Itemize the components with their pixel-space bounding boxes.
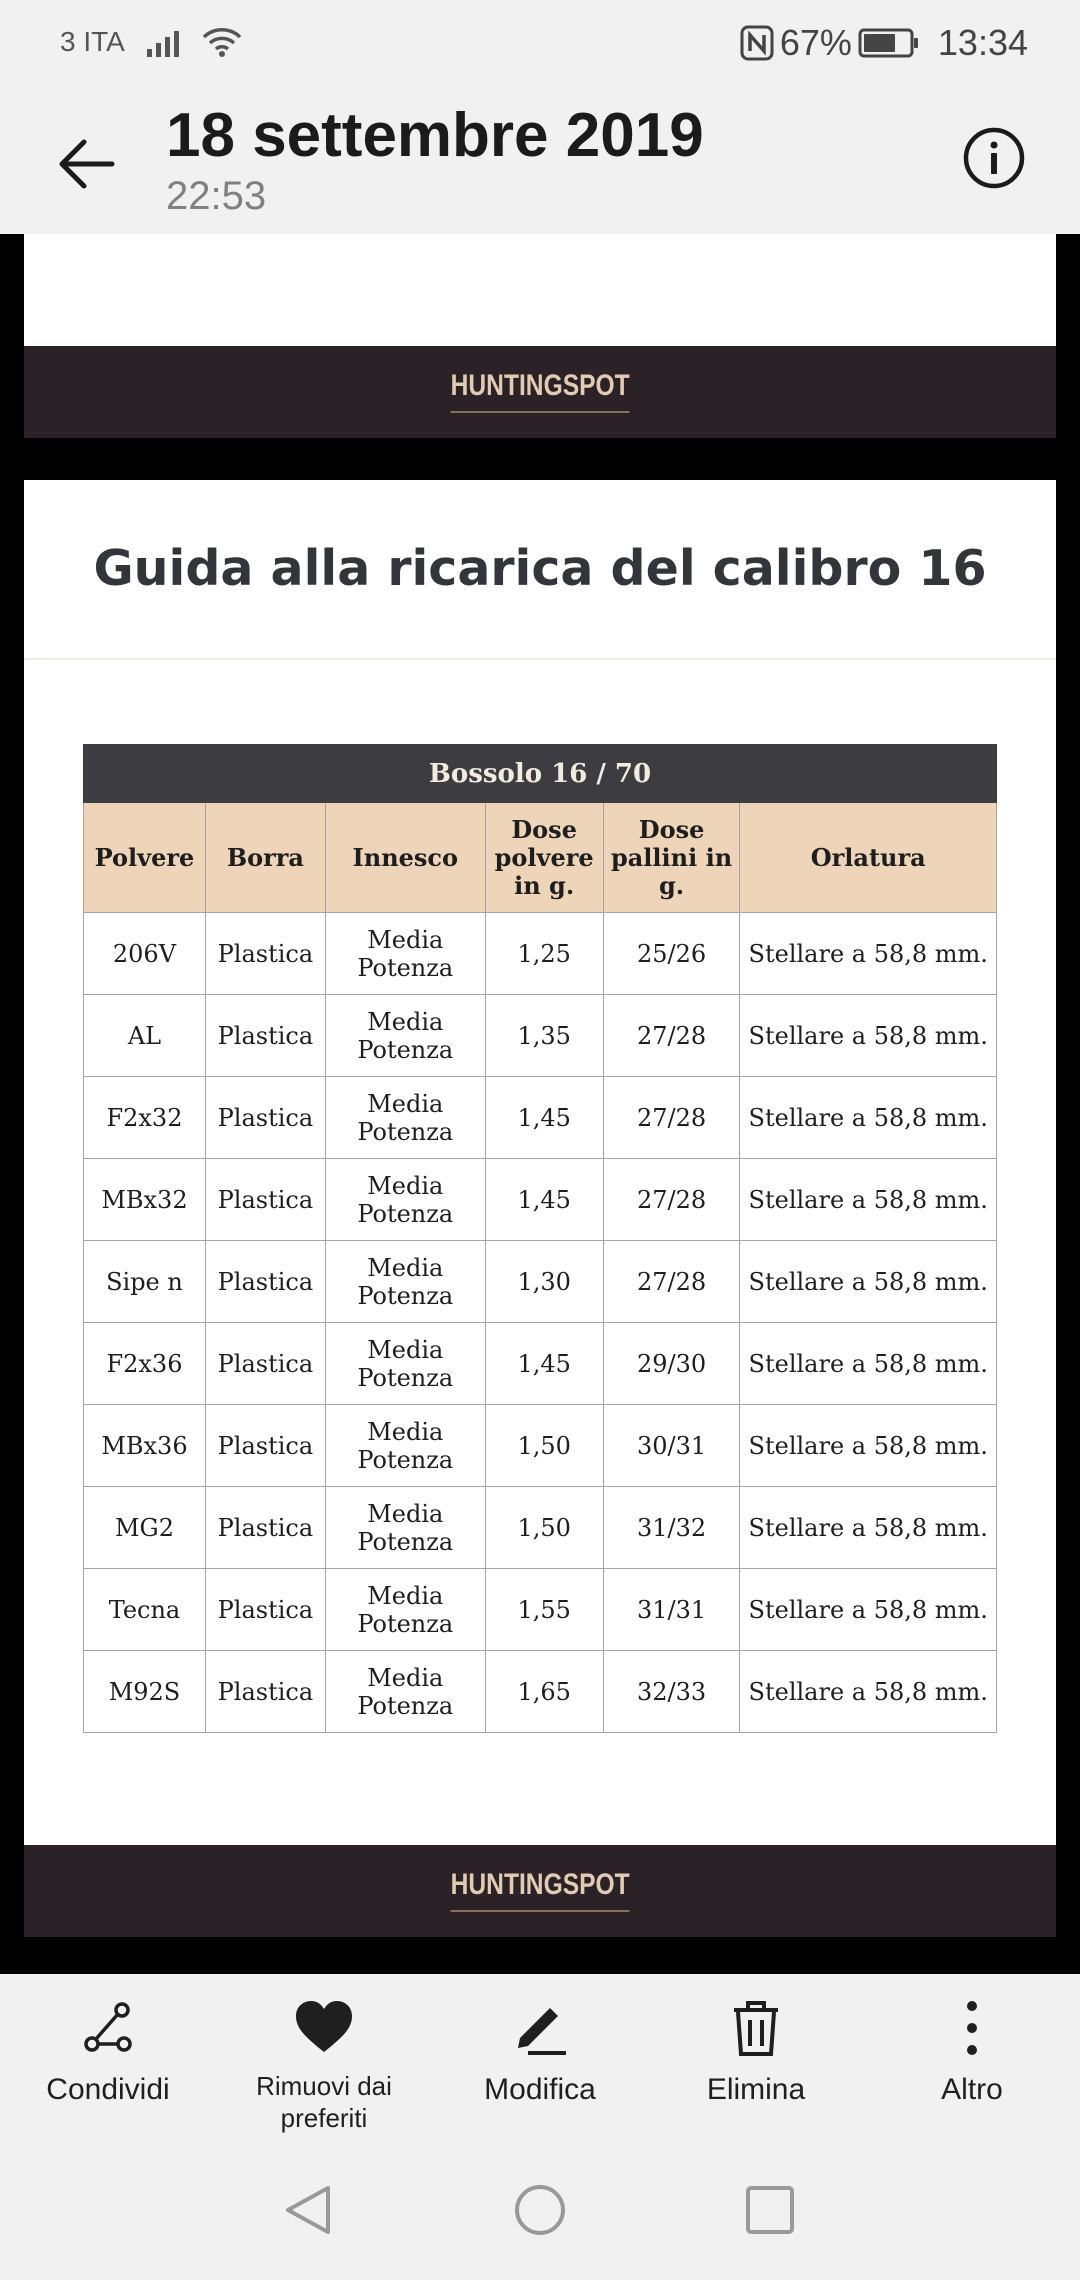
table-cell: Sipe n xyxy=(84,1241,206,1323)
column-header: Polvere xyxy=(84,803,206,913)
table-cell: M92S xyxy=(84,1651,206,1733)
table-row xyxy=(84,1405,997,1487)
nfc-icon xyxy=(740,25,774,61)
brand-banner xyxy=(24,346,1056,438)
brand-footer xyxy=(24,1845,1056,1937)
page-title: 18 settembre 2019 xyxy=(166,101,704,170)
table-cell: Stellare a 58,8 mm. xyxy=(740,995,997,1077)
table-row xyxy=(84,1241,997,1323)
table-cell: 31/32 xyxy=(603,1487,740,1569)
table-cell: Media Potenza xyxy=(325,1241,485,1323)
table-row xyxy=(84,995,997,1077)
column-header: Orlatura xyxy=(740,803,997,913)
table-body xyxy=(84,913,997,1733)
table-cell: 1,50 xyxy=(485,1487,603,1569)
table-cell: Plastica xyxy=(205,1159,325,1241)
table-row xyxy=(84,913,997,995)
table-cell: Plastica xyxy=(205,1077,325,1159)
share-label: Condividi xyxy=(46,2073,170,2106)
table-cell: Media Potenza xyxy=(325,1405,485,1487)
carrier-label: 3 ITA xyxy=(60,26,125,57)
document-top-section xyxy=(24,234,1056,346)
table-cell: 1,50 xyxy=(485,1405,603,1487)
remove-favorite-label: Rimuovi dai preferiti xyxy=(256,2071,392,2133)
back-arrow-icon[interactable] xyxy=(54,132,118,196)
table-cell: 1,65 xyxy=(485,1651,603,1733)
table-cell: 206V xyxy=(84,913,206,995)
table-cell: Stellare a 58,8 mm. xyxy=(740,1241,997,1323)
table-cell: Plastica xyxy=(205,913,325,995)
table-row xyxy=(84,1077,997,1159)
table-cell: Plastica xyxy=(205,1569,325,1651)
table-cell: 1,45 xyxy=(485,1077,603,1159)
battery-percent: 67% xyxy=(779,22,852,63)
table-caption: Bossolo 16 / 70 xyxy=(84,745,997,803)
nav-home-icon[interactable] xyxy=(512,2182,568,2238)
table-cell: 1,35 xyxy=(485,995,603,1077)
image-viewer[interactable] xyxy=(0,234,1080,1974)
table-cell: Media Potenza xyxy=(325,1077,485,1159)
table-cell: 27/28 xyxy=(603,1241,740,1323)
table-cell: F2x36 xyxy=(84,1323,206,1405)
table-cell: Plastica xyxy=(205,1487,325,1569)
app-header xyxy=(0,92,1080,234)
edit-label: Modifica xyxy=(484,2073,596,2106)
table-cell: 1,45 xyxy=(485,1323,603,1405)
share-button[interactable] xyxy=(8,1974,208,2134)
table-cell: Stellare a 58,8 mm. xyxy=(740,913,997,995)
column-header: Borra xyxy=(205,803,325,913)
more-icon xyxy=(942,1998,1002,2058)
table-cell: 30/31 xyxy=(603,1405,740,1487)
table-cell: 27/28 xyxy=(603,1159,740,1241)
table-cell: F2x32 xyxy=(84,1077,206,1159)
table-cell: Plastica xyxy=(205,1241,325,1323)
table-cell: Media Potenza xyxy=(325,1323,485,1405)
nav-back-icon[interactable] xyxy=(280,2182,336,2238)
table-cell: 31/31 xyxy=(603,1569,740,1651)
more-label: Altro xyxy=(941,2073,1003,2106)
table-row xyxy=(84,1323,997,1405)
table-cell: Stellare a 58,8 mm. xyxy=(740,1651,997,1733)
table-row xyxy=(84,1651,997,1733)
wifi-icon xyxy=(201,26,243,58)
table-cell: Stellare a 58,8 mm. xyxy=(740,1077,997,1159)
table-cell: Media Potenza xyxy=(325,913,485,995)
nav-recents-icon[interactable] xyxy=(742,2182,798,2238)
heart-icon xyxy=(294,1998,354,2058)
table-cell: MBx36 xyxy=(84,1405,206,1487)
column-header: Dose polvere in g. xyxy=(485,803,603,913)
table-cell: Stellare a 58,8 mm. xyxy=(740,1405,997,1487)
table-cell: MBx32 xyxy=(84,1159,206,1241)
table-cell: Plastica xyxy=(205,1405,325,1487)
more-button[interactable] xyxy=(872,1974,1072,2134)
table-cell: Tecna xyxy=(84,1569,206,1651)
info-icon[interactable] xyxy=(962,126,1026,190)
table-cell: Media Potenza xyxy=(325,1651,485,1733)
table-row xyxy=(84,1487,997,1569)
column-header: Dose pallini in g. xyxy=(603,803,740,913)
table-cell: Media Potenza xyxy=(325,1159,485,1241)
table-row xyxy=(84,1569,997,1651)
edit-icon xyxy=(510,1998,570,2058)
status-bar xyxy=(0,0,1080,92)
divider xyxy=(24,658,1056,660)
table-cell: 1,30 xyxy=(485,1241,603,1323)
table-cell: 27/28 xyxy=(603,995,740,1077)
document-title: Guida alla ricarica del calibro 16 xyxy=(93,540,987,597)
table-cell: Media Potenza xyxy=(325,1569,485,1651)
action-bar xyxy=(0,1974,1080,2134)
brand-logo: HUNTINGSPOT xyxy=(450,1870,629,1912)
clock: 13:34 xyxy=(937,22,1028,63)
table-cell: Stellare a 58,8 mm. xyxy=(740,1159,997,1241)
table-row xyxy=(84,1159,997,1241)
column-header: Innesco xyxy=(325,803,485,913)
table-cell: Media Potenza xyxy=(325,995,485,1077)
table-cell: Stellare a 58,8 mm. xyxy=(740,1323,997,1405)
remove-favorite-button[interactable] xyxy=(224,1974,424,2134)
delete-button[interactable] xyxy=(656,1974,856,2134)
table-cell: 1,55 xyxy=(485,1569,603,1651)
table-cell: Plastica xyxy=(205,1323,325,1405)
table-cell: 1,25 xyxy=(485,913,603,995)
document-card xyxy=(24,480,1056,1845)
share-icon xyxy=(78,1998,138,2058)
table-cell: 1,45 xyxy=(485,1159,603,1241)
table-cell: 29/30 xyxy=(603,1323,740,1405)
page-subtitle: 22:53 xyxy=(166,174,267,218)
table-cell: MG2 xyxy=(84,1487,206,1569)
table-cell: Plastica xyxy=(205,1651,325,1733)
table-cell: Stellare a 58,8 mm. xyxy=(740,1569,997,1651)
table-cell: Media Potenza xyxy=(325,1487,485,1569)
delete-label: Elimina xyxy=(706,2073,806,2106)
table-cell: Stellare a 58,8 mm. xyxy=(740,1487,997,1569)
trash-icon xyxy=(726,1998,786,2058)
signal-icon xyxy=(147,27,179,57)
table-cell: 32/33 xyxy=(603,1651,740,1733)
table-cell: 27/28 xyxy=(603,1077,740,1159)
edit-button[interactable] xyxy=(440,1974,640,2134)
table-cell: AL xyxy=(84,995,206,1077)
table-cell: Plastica xyxy=(205,995,325,1077)
table-header-row xyxy=(84,803,997,913)
reload-table xyxy=(83,744,997,1733)
system-nav-bar xyxy=(0,2134,1080,2280)
battery-icon xyxy=(858,27,920,59)
table-cell: 25/26 xyxy=(603,913,740,995)
brand-logo: HUNTINGSPOT xyxy=(450,371,629,413)
